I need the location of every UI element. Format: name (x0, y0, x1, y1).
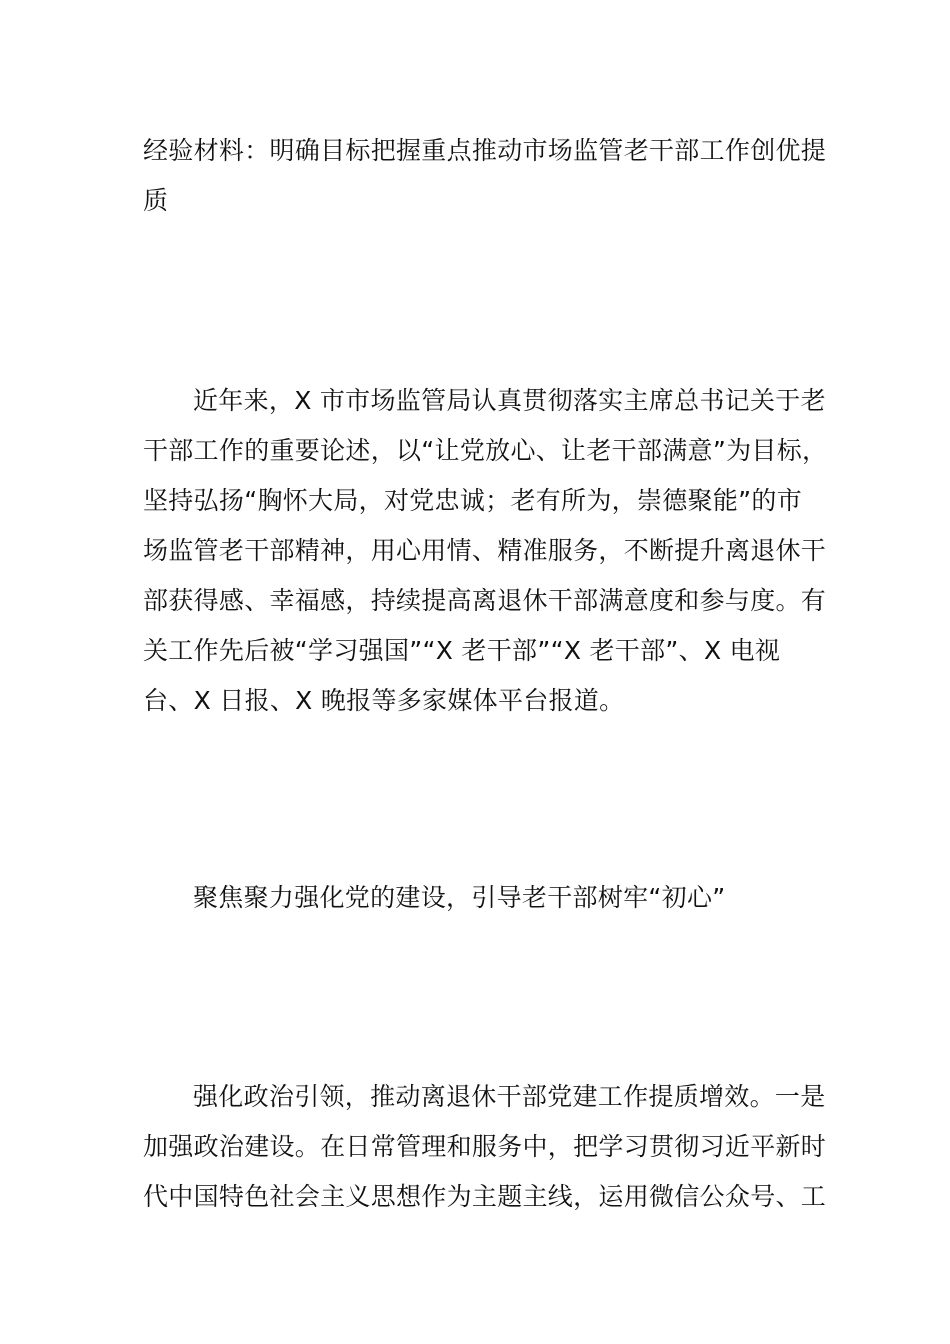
title-line-2: 质 (143, 186, 169, 215)
title-line-1: 经验材料：明确目标把握重点推动市场监管老干部工作创优提 (143, 136, 827, 165)
section-heading-text: 聚焦聚力强化党的建设，引导老干部树牢“初心” (193, 883, 726, 912)
paragraph-line: 强化政治引领，推动离退休干部党建工作提质增效。一是 (193, 1082, 826, 1111)
paragraph-line: 坚持弘扬“胸怀大局，对党忠诚；老有所为，崇德聚能”的市 (143, 486, 803, 515)
section-heading (143, 873, 813, 923)
paragraph-line: 加强政治建设。在日常管理和服务中，把学习贯彻习近平新时 (143, 1132, 827, 1161)
paragraph-line: 台、X 日报、X 晚报等多家媒体平台报道。 (143, 686, 625, 715)
paragraph-line: 近年来，X 市市场监管局认真贯彻落实主席总书记关于老 (193, 386, 826, 415)
document-title (143, 126, 827, 226)
paragraph-line: 干部工作的重要论述，以“让党放心、让老干部满意”为目标， (143, 436, 828, 465)
paragraph-line: 部获得感、幸福感，持续提高离退休干部满意度和参与度。有 (143, 586, 827, 615)
body-paragraph (143, 1072, 827, 1222)
paragraph-line: 代中国特色社会主义思想作为主题主线，运用微信公众号、工 (143, 1182, 827, 1211)
intro-paragraph (143, 376, 828, 726)
paragraph-line: 场监管老干部精神，用心用情、精准服务，不断提升离退休干 (143, 536, 827, 565)
paragraph-line: 关工作先后被“学习强国”“X 老干部”“X 老干部”、X 电视 (143, 636, 781, 665)
